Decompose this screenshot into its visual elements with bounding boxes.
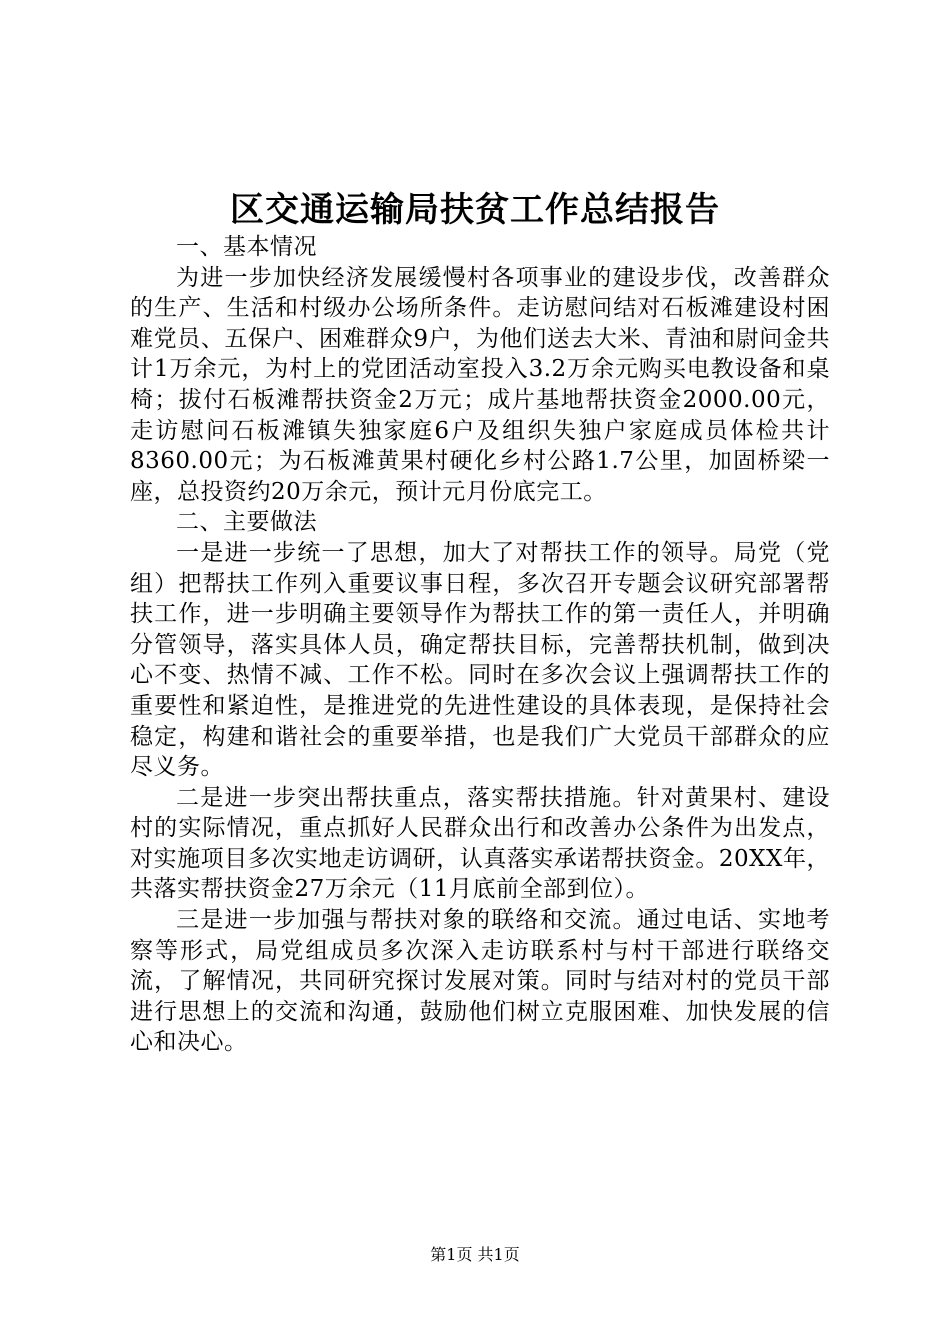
page-footer: 第1页 共1页 [430, 1245, 520, 1264]
section-heading: 一、基本情况 [176, 234, 317, 260]
body-paragraph: 三是进一步加强与帮扶对象的联络和交流。通过电话、实地考察等形式，局党组成员多次深入走访联系村与村干部进行联络交流，了解情况，共同研究探讨发展对策。同时与结对村的党员干部进行思想上的交流和沟通，鼓励他们树立克服困难、加快发展的信心和决心。 [130, 907, 830, 1056]
section-heading: 二、主要做法 [176, 509, 317, 536]
body-paragraph: 一是进一步统一了思想，加大了对帮扶工作的领导。局党（党组）把帮扶工作列入重要议事日程，多次召开专题会议研究部署帮扶工作，进一步明确主要领导作为帮扶工作的第一责任人，并明确分管领导，落实具体人员，确定帮扶目标，完善帮扶机制，做到决心不变、热情不减、工作不松。同时在多次会议上强调帮扶工作的重要性和紧迫性，是推进党的先进性建设的具体表现，是保持社会稳定，构建和谐社会的重要举措，也是我们广大党员干部群众的应尽义务。 [130, 539, 830, 781]
body-paragraph: 为进一步加快经济发展缓慢村各项事业的建设步伐，改善群众的生产、生活和村级办公场所条件。走访慰问结对石板滩建设村困难党员、五保户、困难群众9户，为他们送去大米、青油和尉问金共计1万余元，为村上的党团活动室投入3.2万余元购买电教设备和桌椅；拔付石板滩帮扶资金2万元；成片基地帮扶资金2000.00元，走访慰问石板滩镇失独家庭6户及组织失独户家庭成员体检共计8360.00元；为石板滩黄果村硬化乡村公路1.7公里，加固桥梁一座，总投资约20万余元，预计元月份底完工。 [130, 264, 830, 505]
document-title: 区交通运输局扶贫工作总结报告 [230, 190, 720, 230]
body-paragraph: 二是进一步突出帮扶重点，落实帮扶措施。针对黄果村、建设村的实际情况，重点抓好人民群众出行和改善办公条件为出发点，对实施项目多次实地走访调研，认真落实承诺帮扶资金。20XX年，共落实帮扶资金27万余元（11月底前全部到位）。 [130, 784, 830, 903]
document-body [130, 232, 830, 1058]
